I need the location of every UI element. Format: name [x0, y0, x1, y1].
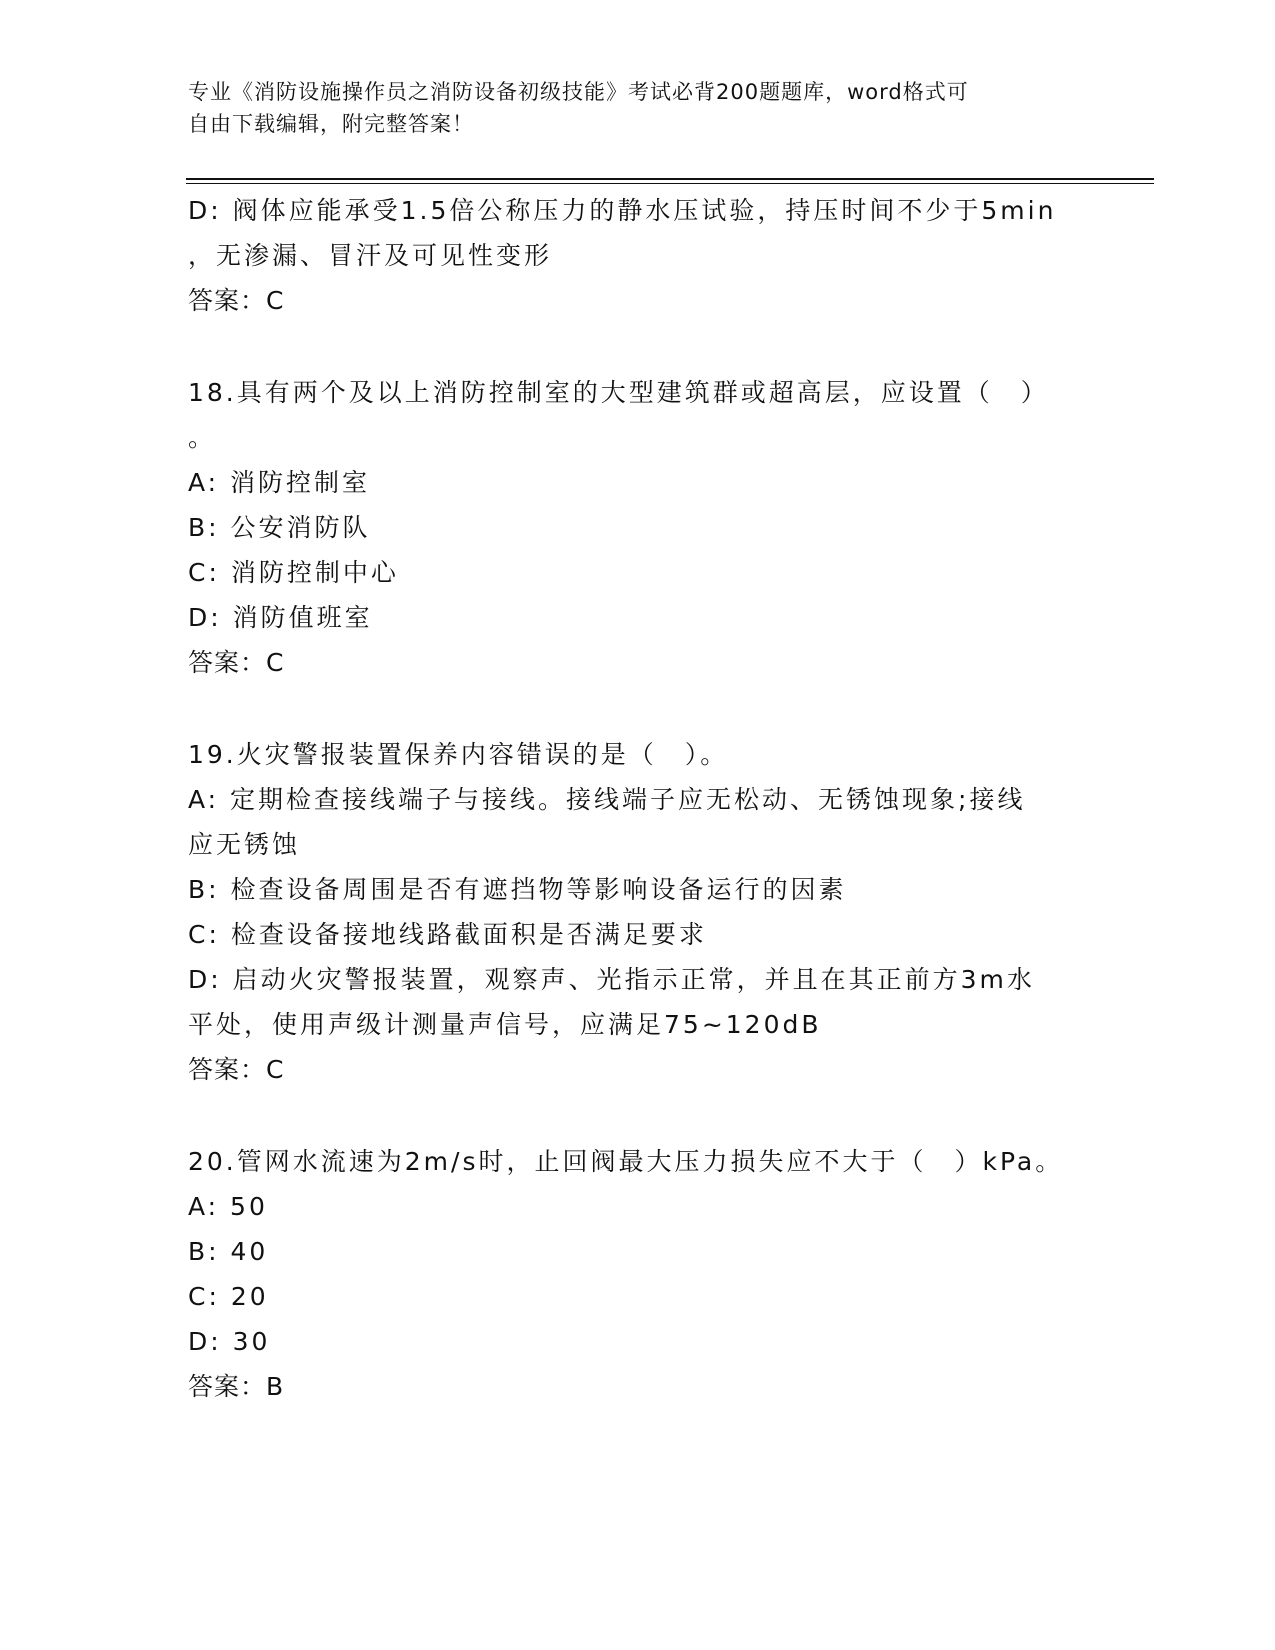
- option-b: B: 检查设备周围是否有遮挡物等影响设备运行的因素: [188, 875, 847, 904]
- question-stem: 20.管网水流速为2m/s时，止回阀最大压力损失应不大于（ ）kPa。: [188, 1147, 1064, 1176]
- answer-line: 答案：C: [188, 648, 285, 677]
- spacer: [188, 685, 1088, 732]
- option-d-line-2: 平处，使用声级计测量声信号，应满足75~120dB: [188, 1010, 822, 1039]
- header-rule-thick: [186, 178, 1154, 180]
- question-18: [188, 370, 1088, 685]
- answer-line: 答案：C: [188, 286, 285, 315]
- spacer: [188, 323, 1088, 370]
- spacer: [188, 1092, 1088, 1139]
- question-17-tail: [188, 188, 1088, 323]
- option-d: D: 30: [188, 1327, 271, 1356]
- option-c: C: 检查设备接地线路截面积是否满足要求: [188, 920, 707, 949]
- question-stem: 19.火灾警报装置保养内容错误的是（ ）。: [188, 740, 729, 769]
- document-header: [188, 76, 1088, 140]
- answer-line: 答案：B: [188, 1372, 285, 1401]
- option-c: C: 20: [188, 1282, 269, 1311]
- header-line-1: 专业《消防设施操作员之消防设备初级技能》考试必背200题题库，word格式可: [188, 80, 969, 104]
- option-a: A: 消防控制室: [188, 468, 371, 497]
- question-content: [188, 188, 1088, 1409]
- option-a: A: 50: [188, 1192, 268, 1221]
- question-stem-line-1: 18.具有两个及以上消防控制室的大型建筑群或超高层，应设置（ ）: [188, 378, 1049, 407]
- question-stem-line-2: 。: [188, 423, 217, 452]
- option-d-line-1: D: 阀体应能承受1.5倍公称压力的静水压试验，持压时间不少于5min: [188, 196, 1057, 225]
- option-b: B: 公安消防队: [188, 513, 371, 542]
- option-d: D: 消防值班室: [188, 603, 373, 632]
- option-a-line-2: 应无锈蚀: [188, 830, 301, 859]
- option-a-line-1: A: 定期检查接线端子与接线。接线端子应无松动、无锈蚀现象;接线: [188, 785, 1026, 814]
- option-d-line-2: ，无渗漏、冒汗及可见性变形: [188, 241, 553, 270]
- option-c: C: 消防控制中心: [188, 558, 399, 587]
- question-19: [188, 732, 1088, 1092]
- question-20: [188, 1139, 1088, 1409]
- header-rule-thin: [186, 183, 1154, 184]
- option-b: B: 40: [188, 1237, 269, 1266]
- header-line-2: 自由下载编辑，附完整答案！: [188, 112, 474, 136]
- answer-line: 答案：C: [188, 1055, 285, 1084]
- option-d-line-1: D: 启动火灾警报装置，观察声、光指示正常，并且在其正前方3m水: [188, 965, 1035, 994]
